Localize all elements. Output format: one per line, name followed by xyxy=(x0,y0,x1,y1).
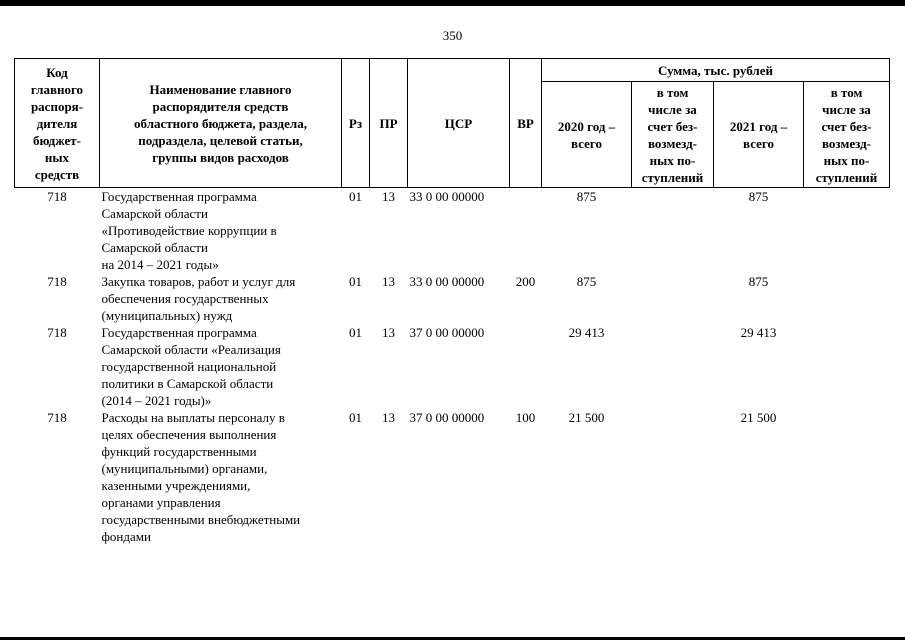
cell-rz: 01 xyxy=(349,189,362,204)
cell-2020-total: 875 xyxy=(576,189,597,204)
cell-2021-total: 21 500 xyxy=(740,410,777,425)
table-row xyxy=(15,188,890,274)
cell-csr: 33 0 00 00000 xyxy=(409,189,485,204)
header-code: Код главного распоря- дителя бюджет- ных средств xyxy=(15,59,100,188)
header-vr: ВР xyxy=(510,59,542,188)
cell-2021-incl xyxy=(804,409,890,545)
header-2020-total: 2020 год – всего xyxy=(542,82,632,188)
cell-rz: 01 xyxy=(349,325,362,340)
table-body xyxy=(15,188,890,546)
cell-2021-incl xyxy=(804,273,890,324)
cell-2021-incl xyxy=(804,324,890,409)
header-sum-group: Сумма, тыс. рублей xyxy=(542,59,890,82)
cell-2021-incl xyxy=(804,188,890,274)
table-header xyxy=(15,59,890,188)
header-rz: Рз xyxy=(342,59,370,188)
cell-pr: 13 xyxy=(382,274,395,289)
budget-table xyxy=(14,58,890,545)
cell-code: 718 xyxy=(47,189,67,204)
page-number: 350 xyxy=(442,28,463,43)
cell-2020-incl xyxy=(632,324,714,409)
cell-name: Государственная программа Самарской области «Реализация государственной национальной политики в Самарской области (2014 – 2021 годы)» xyxy=(101,325,281,408)
header-csr: ЦСР xyxy=(408,59,510,188)
cell-vr: 100 xyxy=(515,410,536,425)
cell-vr: 200 xyxy=(515,274,536,289)
cell-csr: 37 0 00 00000 xyxy=(409,325,485,340)
cell-pr: 13 xyxy=(382,189,395,204)
cell-name: Государственная программа Самарской области «Противодействие коррупции в Самарской области на 2014 – 2021 годы» xyxy=(101,189,277,272)
cell-2021-total: 875 xyxy=(748,189,769,204)
cell-2021-total: 875 xyxy=(748,274,769,289)
cell-pr: 13 xyxy=(382,325,395,340)
cell-code: 718 xyxy=(47,274,67,289)
cell-rz: 01 xyxy=(349,274,362,289)
header-2021-total: 2021 год – всего xyxy=(714,82,804,188)
cell-csr: 33 0 00 00000 xyxy=(409,274,485,289)
cell-code: 718 xyxy=(47,410,67,425)
cell-2021-total: 29 413 xyxy=(740,325,777,340)
table-row xyxy=(15,324,890,409)
cell-vr xyxy=(510,324,542,409)
header-name: Наименование главного распорядителя средств областного бюджета, раздела, подраздела, целевой статьи, группы видов расходов xyxy=(100,59,342,188)
table-row xyxy=(15,273,890,324)
cell-vr xyxy=(510,188,542,274)
cell-2020-incl xyxy=(632,273,714,324)
header-2020-incl: в том числе за счет без- возмезд- ных по- ступлений xyxy=(632,82,714,188)
cell-pr: 13 xyxy=(382,410,395,425)
cell-2020-total: 875 xyxy=(576,274,597,289)
cell-csr: 37 0 00 00000 xyxy=(409,410,485,425)
cell-2020-total: 21 500 xyxy=(568,410,605,425)
cell-name: Закупка товаров, работ и услуг для обеспечения государственных (муниципальных) нужд xyxy=(101,274,296,323)
cell-name: Расходы на выплаты персоналу в целях обеспечения выполнения функций государственными (муниципальными) органами, казенными учреждениями, органами управления государственными внебюджетными фондами xyxy=(101,410,301,544)
top-border xyxy=(0,0,905,6)
cell-rz: 01 xyxy=(349,410,362,425)
cell-2020-incl xyxy=(632,409,714,545)
header-2021-incl: в том числе за счет без- возмезд- ных по- ступлений xyxy=(804,82,890,188)
cell-code: 718 xyxy=(47,325,67,340)
cell-2020-incl xyxy=(632,188,714,274)
cell-2020-total: 29 413 xyxy=(568,325,605,340)
table-row xyxy=(15,409,890,545)
header-pr: ПР xyxy=(370,59,408,188)
